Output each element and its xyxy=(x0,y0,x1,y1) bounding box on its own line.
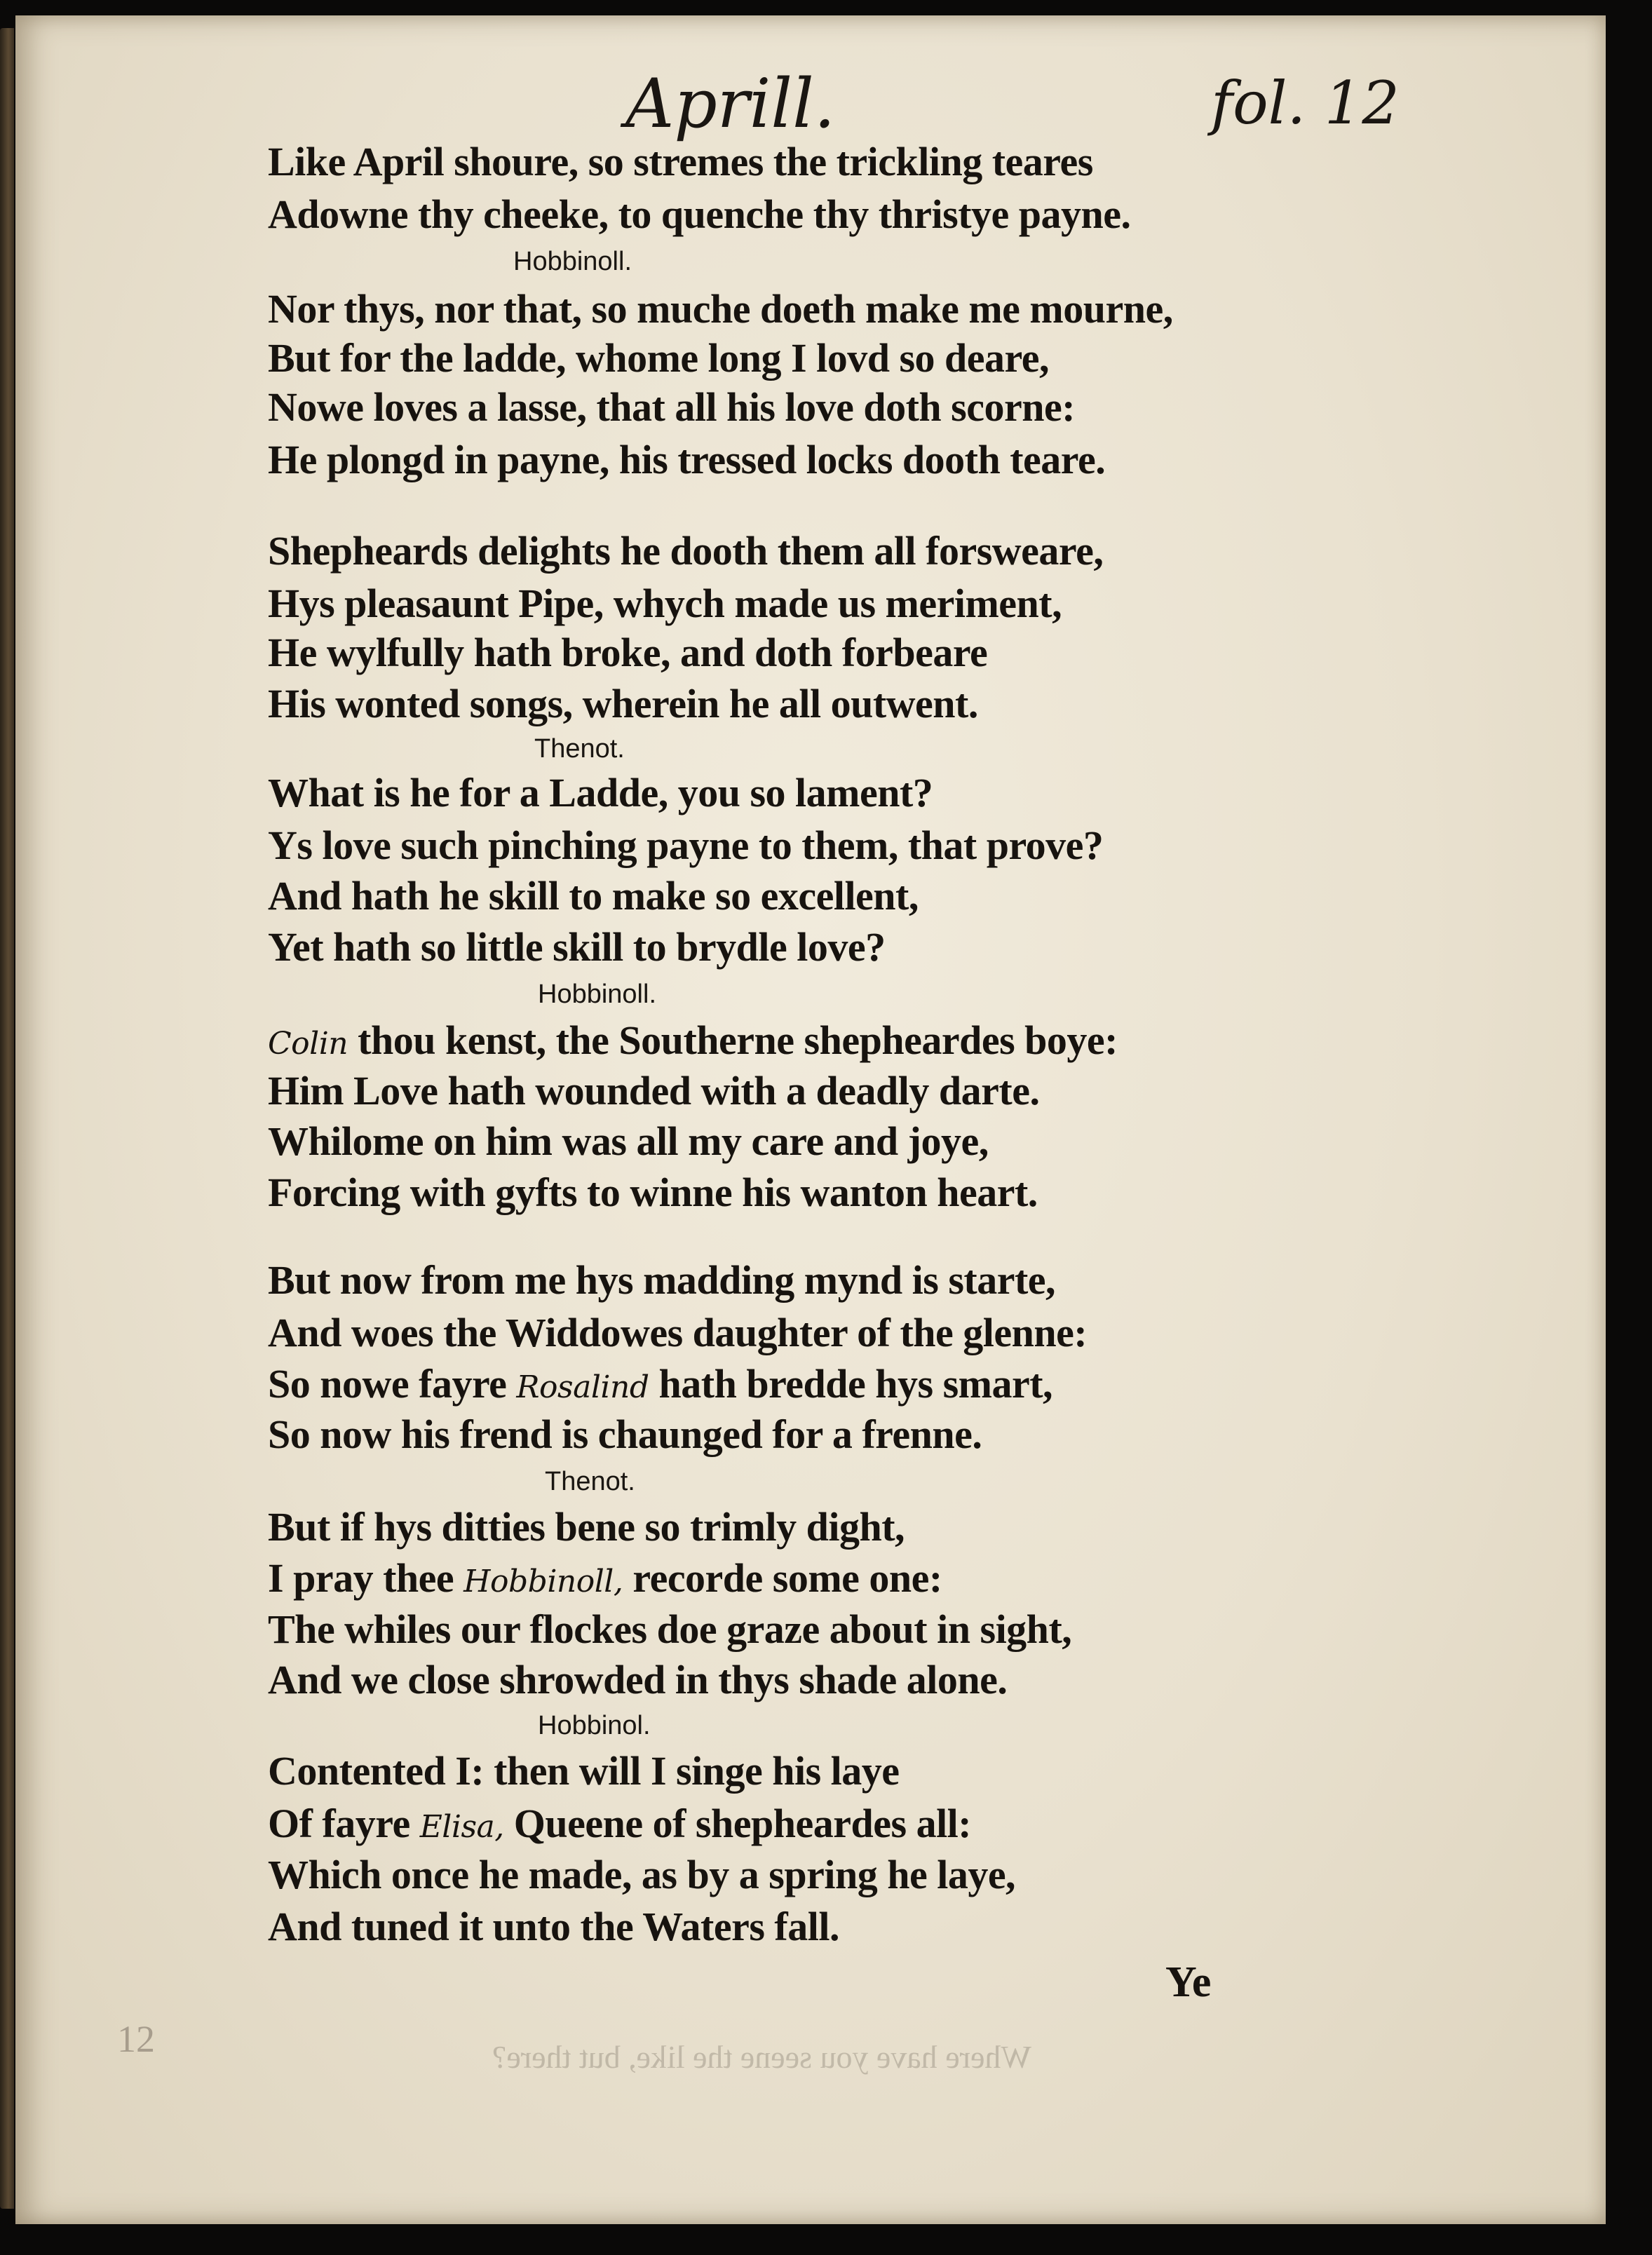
proper-name: Hobbinoll, xyxy=(463,1564,623,1599)
verse-text: Queene of shepheardes all: xyxy=(503,1801,972,1846)
verse-line: So now his frend is chaunged for a frenne. xyxy=(268,1411,982,1457)
verse-text: So nowe fayre xyxy=(268,1361,517,1407)
margin-page-mark: 12 xyxy=(117,2018,155,2060)
verse-line: Hys pleasaunt Pipe, whych made us meriment, xyxy=(268,581,1062,626)
verse-text: thou kenst, the Southerne shepheardes boye: xyxy=(348,1017,1118,1063)
speaker-label: Hobbinoll. xyxy=(538,980,656,1009)
verse-line: His wonted songs, wherein he all outwent. xyxy=(268,681,978,726)
catchword: Ye xyxy=(1165,1958,1212,2006)
running-title: Aprill. xyxy=(625,65,836,143)
verse-line: Adowne thy cheeke, to quenche thy thristye payne. xyxy=(268,191,1131,237)
proper-name: Colin xyxy=(268,1026,348,1062)
verse-line xyxy=(268,1017,1118,1064)
folio-number: fol. 12 xyxy=(1211,69,1400,137)
bleed-through-text: Where have you seene the like, but there? xyxy=(492,2039,1031,2075)
verse-line: But now from me hys madding mynd is starte, xyxy=(268,1257,1056,1303)
verse-line: Whilome on him was all my care and joye, xyxy=(268,1118,989,1164)
previous-page-edge xyxy=(0,28,14,2209)
verse-line: The whiles our flockes doe graze about in sight, xyxy=(268,1606,1072,1652)
speaker-label: Thenot. xyxy=(545,1467,635,1496)
verse-line: And hath he skill to make so excellent, xyxy=(268,873,919,919)
book-page xyxy=(15,15,1606,2224)
speaker-label: Hobbinol. xyxy=(538,1711,651,1740)
verse-text: Of fayre xyxy=(268,1801,420,1846)
verse-line: Forcing with gyfts to winne his wanton heart. xyxy=(268,1170,1038,1215)
verse-line: What is he for a Ladde, you so lament? xyxy=(268,770,933,815)
verse-line: Like April shoure, so stremes the trickling teares xyxy=(268,139,1093,184)
verse-line: Nowe loves a lasse, that all his love doth scorne: xyxy=(268,384,1076,430)
verse-line: Shepheards delights he dooth them all forsweare, xyxy=(268,528,1104,574)
verse-line: He wylfully hath broke, and doth forbeare xyxy=(268,630,988,675)
verse-line xyxy=(268,1555,942,1601)
speaker-label: Thenot. xyxy=(534,734,625,764)
verse-line: Contented I: then will I singe his laye xyxy=(268,1748,900,1794)
proper-name: Elisa, xyxy=(419,1809,504,1845)
verse-line: Which once he made, as by a spring he laye, xyxy=(268,1852,1016,1897)
verse-line: Him Love hath wounded with a deadly darte. xyxy=(268,1068,1040,1113)
verse-line xyxy=(268,1800,971,1847)
verse-text: recorde some one: xyxy=(623,1555,942,1601)
verse-line: And we close shrowded in thys shade alone. xyxy=(268,1657,1008,1702)
proper-name: Rosalind xyxy=(516,1369,649,1405)
verse-line: And tuned it unto the Waters fall. xyxy=(268,1904,839,1949)
verse-line xyxy=(268,1360,1052,1407)
verse-line: But for the ladde, whome long I lovd so deare, xyxy=(268,335,1049,381)
verse-line: And woes the Widdowes daughter of the glenne: xyxy=(268,1310,1088,1355)
verse-line: Ys love such pinching payne to them, that prove? xyxy=(268,822,1104,868)
verse-line: Nor thys, nor that, so muche doeth make me mourne, xyxy=(268,286,1173,332)
verse-line: But if hys ditties bene so trimly dight, xyxy=(268,1504,905,1550)
verse-line: Yet hath so little skill to brydle love? xyxy=(268,924,886,970)
verse-line: He plongd in payne, his tressed locks dooth teare. xyxy=(268,437,1106,482)
speaker-label: Hobbinoll. xyxy=(513,247,632,276)
verse-text: hath bredde hys smart, xyxy=(649,1361,1053,1407)
verse-text: I pray thee xyxy=(268,1555,464,1601)
